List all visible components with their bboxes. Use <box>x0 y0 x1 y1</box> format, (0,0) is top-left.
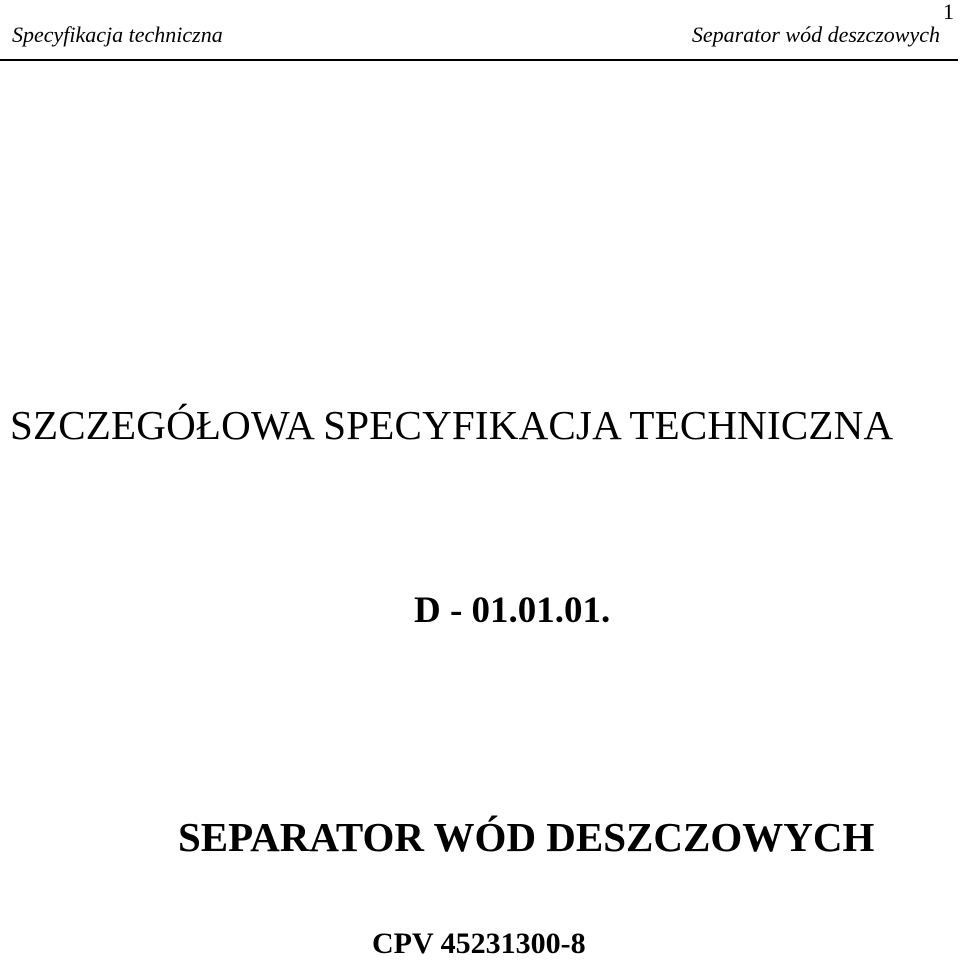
page-number: 1 <box>943 0 954 24</box>
document-code: D - 01.01.01. <box>414 590 611 631</box>
document-cpv-code: CPV 45231300-8 <box>372 927 586 960</box>
header-document-type: Specyfikacja techniczna <box>12 22 223 47</box>
document-title: SZCZEGÓŁOWA SPECYFIKACJA TECHNICZNA <box>10 402 894 448</box>
document-subject: SEPARATOR WÓD DESZCZOWYCH <box>178 814 875 860</box>
page-header <box>0 0 960 62</box>
header-divider <box>0 59 958 61</box>
header-document-subject: Separator wód deszczowych <box>691 22 940 47</box>
